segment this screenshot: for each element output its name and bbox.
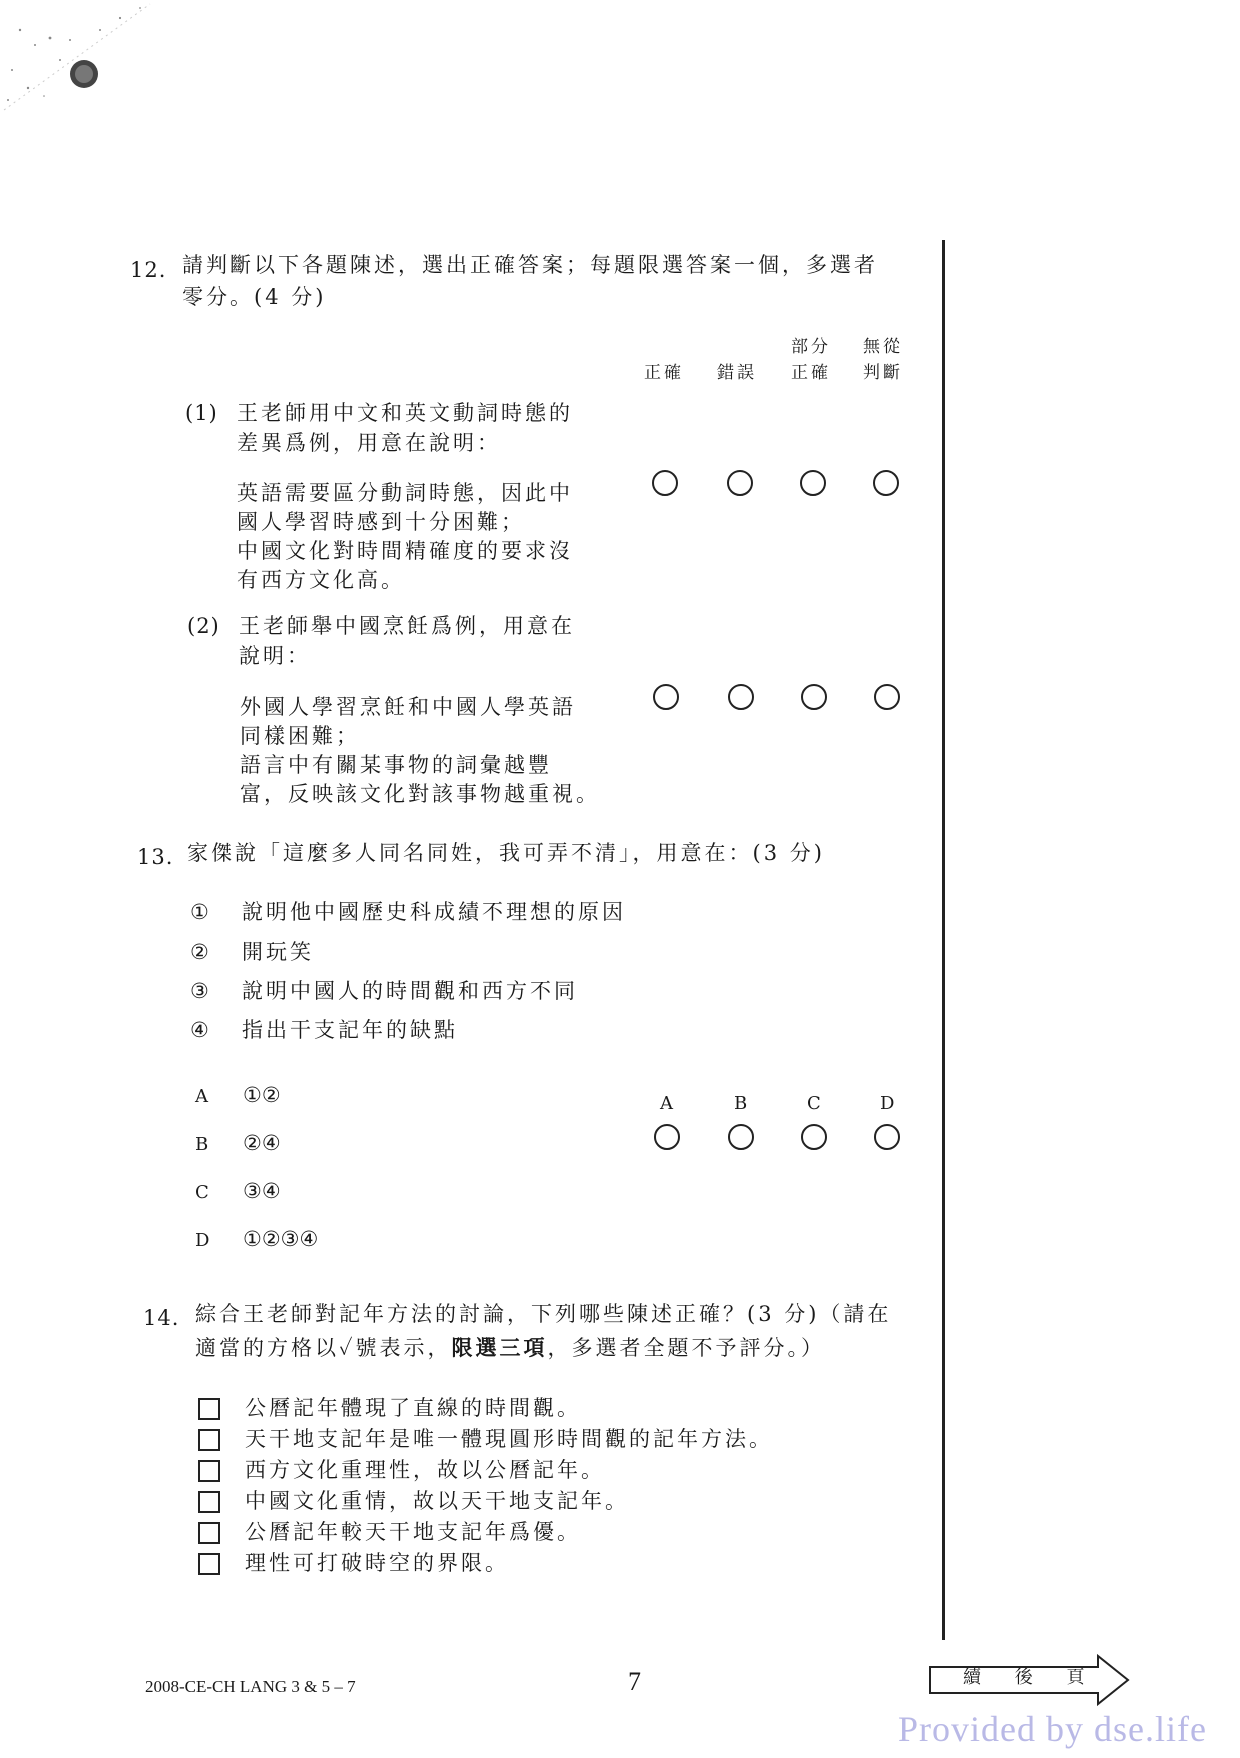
q14-instruction-part1: 適當的方格以✓號表示， xyxy=(195,1336,452,1360)
q12-col-partly-correct xyxy=(776,334,846,386)
q12-item2-statement-line4: 富，反映該文化對該事物越重視。 xyxy=(240,782,600,806)
q12-col-correct xyxy=(629,334,699,386)
q13-option-d-letter: D xyxy=(195,1230,210,1251)
q12-item1-intro-line2: 差異爲例，用意在說明： xyxy=(237,431,501,455)
next-page-arrow xyxy=(928,1653,1132,1707)
q14-choice2-text: 天干地支記年是唯一體現圓形時間觀的記年方法。 xyxy=(245,1427,773,1451)
q13-number: 13. xyxy=(137,845,174,869)
q14-limit-three: 限選三項 xyxy=(451,1335,548,1360)
q12-item2-bubble-partly-correct[interactable] xyxy=(801,684,827,710)
q12-col-cannot-judge xyxy=(848,334,918,386)
q14-choice2-checkbox[interactable] xyxy=(198,1429,220,1451)
q12-item1-statement-line2: 國人學習時感到十分困難； xyxy=(237,510,525,534)
q12-number: 12. xyxy=(130,258,167,282)
q13-bubble-label-d: D xyxy=(880,1093,895,1114)
q13-option-c-letter: C xyxy=(195,1182,209,1203)
next-page-label: 續 後 頁 xyxy=(963,1667,1099,1688)
q12-item1-intro-line1: 王老師用中文和英文動詞時態的 xyxy=(237,401,573,425)
q13-option-b-value: ②④ xyxy=(243,1131,281,1155)
q14-choice5-checkbox[interactable] xyxy=(198,1522,220,1544)
q12-item2-bubble-cannot-judge[interactable] xyxy=(874,684,900,710)
q13-bubble-c[interactable] xyxy=(801,1124,827,1150)
q12-instruction-line2: 零分。(4 分) xyxy=(182,285,327,309)
q12-item1-bubble-partly-correct[interactable] xyxy=(800,470,826,496)
paper-code: 2008-CE-CH LANG 3 & 5 – 7 xyxy=(145,1677,356,1696)
q13-statement4-mark: ④ xyxy=(190,1018,209,1042)
q13-statement3-text: 說明中國人的時間觀和西方不同 xyxy=(242,979,578,1003)
q12-item2-intro-line2: 說明： xyxy=(239,644,311,668)
q13-statement4-text: 指出干支記年的缺點 xyxy=(242,1018,458,1042)
q13-bubble-label-c: C xyxy=(807,1093,821,1114)
scan-speckle-graphic xyxy=(0,0,160,120)
q13-statement2-text: 開玩笑 xyxy=(242,940,314,964)
col-head-line1 xyxy=(629,334,699,360)
q13-bubble-b[interactable] xyxy=(728,1124,754,1150)
q13-statement1-mark: ① xyxy=(190,900,209,924)
q13-bubble-d[interactable] xyxy=(874,1124,900,1150)
q14-instruction-line1: 綜合王老師對記年方法的討論，下列哪些陳述正確？(3 分)（請在 xyxy=(195,1302,892,1326)
col-head-line2: 正確 xyxy=(644,363,684,383)
q14-choice4-checkbox[interactable] xyxy=(198,1491,220,1513)
q12-col-wrong xyxy=(702,334,772,386)
col-head-line1 xyxy=(702,334,772,360)
col-head-line2: 判斷 xyxy=(863,363,903,383)
q13-bubble-label-b: B xyxy=(734,1093,748,1114)
q12-item2-statement-line2: 同樣困難； xyxy=(240,724,360,748)
q14-choice6-text: 理性可打破時空的界限。 xyxy=(245,1551,509,1575)
q12-item1-bubble-cannot-judge[interactable] xyxy=(873,470,899,496)
q14-number: 14. xyxy=(143,1306,180,1330)
q12-instruction-line1: 請判斷以下各題陳述，選出正確答案；每題限選答案一個，多選者 xyxy=(182,253,878,277)
q14-choice6-checkbox[interactable] xyxy=(198,1553,220,1575)
q12-item2-bubble-correct[interactable] xyxy=(653,684,679,710)
q12-item2-statement-line1: 外國人學習烹飪和中國人學英語 xyxy=(240,695,576,719)
q14-instruction-line2 xyxy=(195,1333,825,1363)
q12-item1-statement-line1: 英語需要區分動詞時態，因此中 xyxy=(237,481,573,505)
q14-choice1-text: 公曆記年體現了直線的時間觀。 xyxy=(245,1396,581,1420)
q13-option-c-value: ③④ xyxy=(243,1179,281,1203)
col-head-line2: 錯誤 xyxy=(717,363,757,383)
q13-statement1-text: 說明他中國歷史科成績不理想的原因 xyxy=(242,900,626,924)
q12-item1-statement-line4: 有西方文化高。 xyxy=(237,568,405,592)
q12-item2-label: (2) xyxy=(187,614,220,638)
q12-item2-statement-line3: 語言中有關某事物的詞彙越豐 xyxy=(240,753,552,777)
q14-choice3-checkbox[interactable] xyxy=(198,1460,220,1482)
watermark: Provided by dse.life xyxy=(898,1709,1207,1749)
q13-option-a-value: ①② xyxy=(243,1083,281,1107)
q12-item2-bubble-wrong[interactable] xyxy=(728,684,754,710)
q14-instruction-part3: ，多選者全題不予評分。） xyxy=(547,1336,826,1360)
page-number: 7 xyxy=(628,1667,641,1696)
q14-choice3-text: 西方文化重理性，故以公曆記年。 xyxy=(245,1458,605,1482)
q13-option-d-value: ①②③④ xyxy=(243,1227,319,1251)
q12-item1-bubble-wrong[interactable] xyxy=(727,470,753,496)
q13-stem: 家傑說「這麼多人同名同姓，我可弄不清」，用意在：(3 分) xyxy=(187,841,825,865)
q12-item1-statement-line3: 中國文化對時間精確度的要求沒 xyxy=(237,539,573,563)
q13-bubble-a[interactable] xyxy=(654,1124,680,1150)
q12-item1-label: (1) xyxy=(185,401,218,425)
col-head-line1: 部分 xyxy=(791,337,831,357)
q12-item1-bubble-correct[interactable] xyxy=(652,470,678,496)
scan-artifact xyxy=(0,0,160,120)
q12-item2-intro-line1: 王老師舉中國烹飪爲例，用意在 xyxy=(239,614,575,638)
q13-option-a-letter: A xyxy=(195,1086,208,1107)
col-head-line1: 無從 xyxy=(863,337,903,357)
q13-statement2-mark: ② xyxy=(190,940,209,964)
q14-choice5-text: 公曆記年較天干地支記年爲優。 xyxy=(245,1520,581,1544)
q13-statement3-mark: ③ xyxy=(190,979,209,1003)
q14-choice1-checkbox[interactable] xyxy=(198,1398,220,1420)
q14-choice4-text: 中國文化重情，故以天干地支記年。 xyxy=(245,1489,629,1513)
q13-bubble-label-a: A xyxy=(660,1093,673,1114)
col-head-line2: 正確 xyxy=(791,363,831,383)
margin-rule xyxy=(942,240,945,1640)
q13-option-b-letter: B xyxy=(195,1134,209,1155)
